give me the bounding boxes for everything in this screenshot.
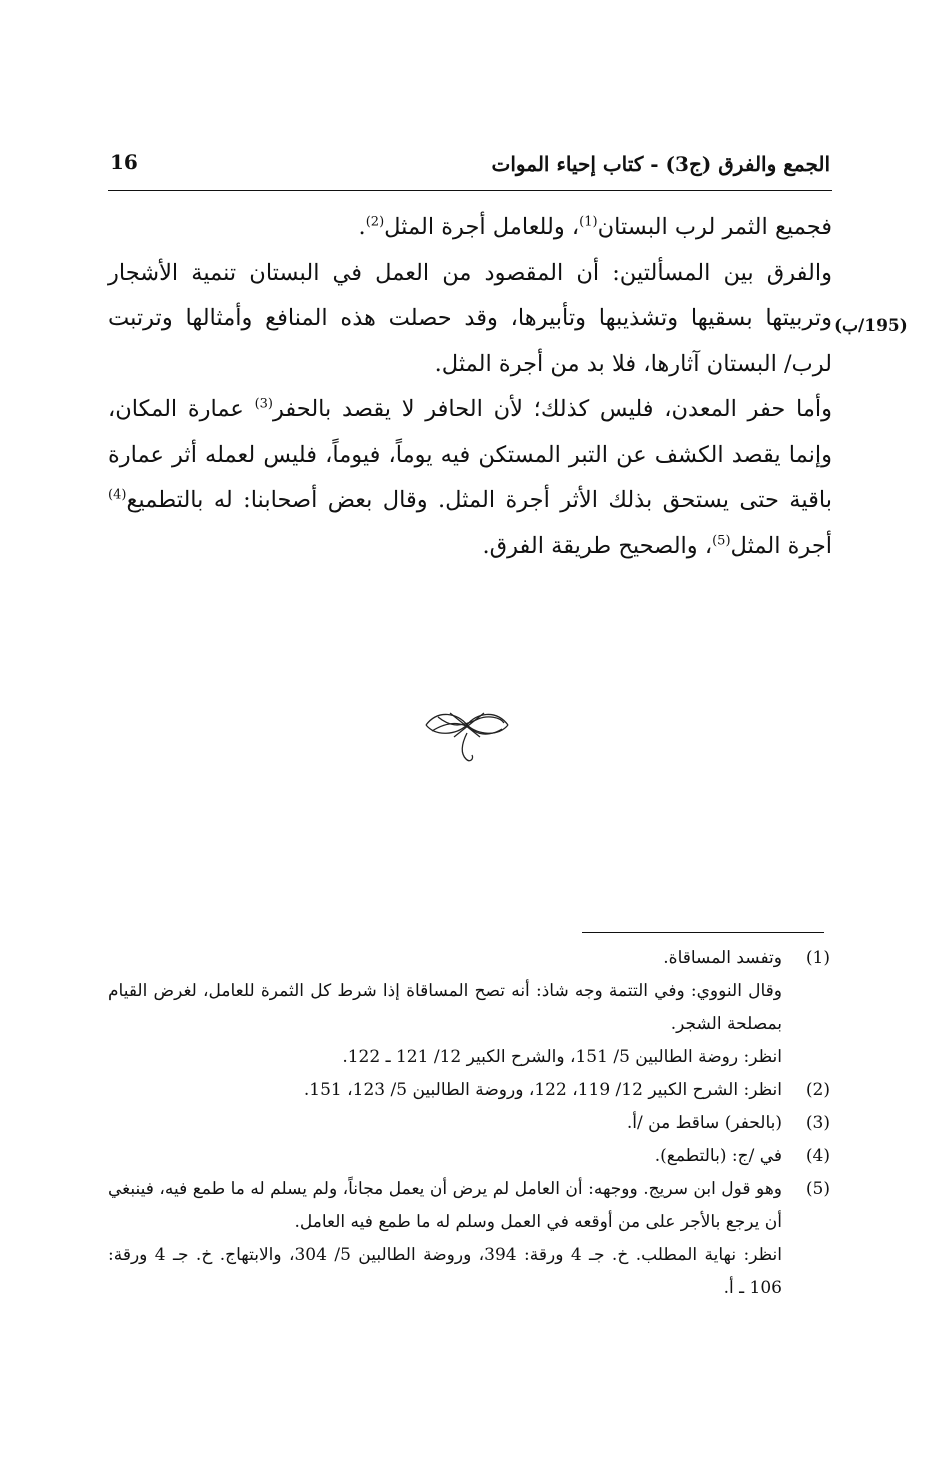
footnote-line: في /ج: (بالتطمع).: [654, 1146, 782, 1166]
footnote-ref-5[interactable]: (5): [712, 533, 731, 548]
text-run: وأما حفر المعدن، فليس كذلك؛ لأن الحافر لا يقصد بالحفر: [273, 396, 832, 422]
text-run: ، وللعامل أجرة المثل: [384, 214, 580, 240]
footnote-line: وتفسد المساقاة.: [663, 948, 782, 968]
footnote-line: انظر: روضة الطالبين 5/ 151، والشرح الكبير 12/ 121 ـ 122.: [342, 1047, 782, 1067]
header-divider: [108, 190, 832, 191]
footnote-1: [108, 942, 830, 1074]
footnote-line: وهو قول ابن سريج. ووجهه: أن العامل لم يرض أن يعمل مجاناً، ولم يسلم له ما طمع فيه، فينبغي أن يرجع بالأجر على من أوقعه في العمل وسلم له ما طمع فيه العامل.: [108, 1179, 782, 1232]
running-title: الجمع والفرق (ج3) - كتاب إحياء الموات: [491, 152, 830, 176]
footnote-line: انظر: نهاية المطلب. خ. جـ 4 ورقة: 394، وروضة الطالبين 5/ 304، والابتهاج. خ. جـ 4 ورقة: 106 ـ أ.: [108, 1245, 783, 1298]
footnotes: [108, 942, 830, 1305]
footnote-line: وقال النووي: وفي التتمة وجه شاذ: أنه تصح المساقاة إذا شرط كل الثمرة للعامل، لغرض القيام بمصلحة الشجر.: [108, 981, 782, 1034]
footnote-5: [108, 1173, 830, 1305]
footnote-ref-2[interactable]: (2): [365, 214, 385, 230]
text-run: عمارة المكان، وإنما يقصد الكشف عن التبر المستكن فيه يوماً، فيوماً، فليس لعمله أثر عمارة باقية حتى يستحق بذلك الأثر أجرة المثل. وقال بعض أصحابنا: له بالتطميع: [108, 396, 832, 513]
footnote-divider: [582, 932, 824, 933]
footnote-line: (بالحفر) ساقط من /أ.: [626, 1113, 782, 1133]
manuscript-folio-marker: (195/ب): [834, 316, 908, 336]
text-run: ، والصحيح طريقة الفرق.: [482, 532, 713, 559]
footnote-ref-3[interactable]: (3): [254, 396, 273, 412]
footnote-number: (1): [805, 948, 830, 968]
footnote-number: (4): [805, 1146, 830, 1166]
footnote-text: [108, 1074, 782, 1107]
text-run: والفرق بين المسألتين: أن المقصود من العمل في البستان تنمية الأشجار وتربيتها بسقيها وتشذيبها وتأبيرها، وقد حصلت هذه المنافع وأمثالها وترتبت لرب/ البستان آثارها، فلا بد من أجرة المثل.: [108, 259, 832, 377]
paragraph-1: [108, 205, 832, 251]
text-run: أجرة المثل: [730, 532, 832, 559]
footnote-line: انظر: الشرح الكبير 12/ 119، 122، وروضة الطالبين 5/ 123، 151.: [303, 1080, 782, 1100]
section-end-ornament-icon: [418, 703, 516, 771]
paragraph-3: [108, 387, 832, 569]
footnote-text: [108, 1107, 782, 1140]
footnote-number: (5): [805, 1179, 830, 1199]
footnote-4: [108, 1140, 830, 1173]
footnote-2: [108, 1074, 830, 1107]
paragraph-2: [108, 251, 832, 388]
footnote-text: [108, 942, 782, 1074]
footnote-text: [108, 1173, 782, 1305]
footnote-3: [108, 1107, 830, 1140]
footnote-text: [108, 1140, 782, 1173]
page-header: [110, 148, 830, 188]
page-number: 16: [110, 150, 138, 174]
footnote-number: (2): [805, 1080, 830, 1100]
footnote-ref-1[interactable]: (1): [579, 214, 598, 230]
text-run: .: [358, 214, 366, 240]
footnote-number: (3): [805, 1113, 830, 1133]
footnote-ref-4[interactable]: (4): [108, 487, 127, 503]
text-run: فجميع الثمر لرب البستان: [597, 214, 832, 240]
main-text: [108, 205, 832, 569]
